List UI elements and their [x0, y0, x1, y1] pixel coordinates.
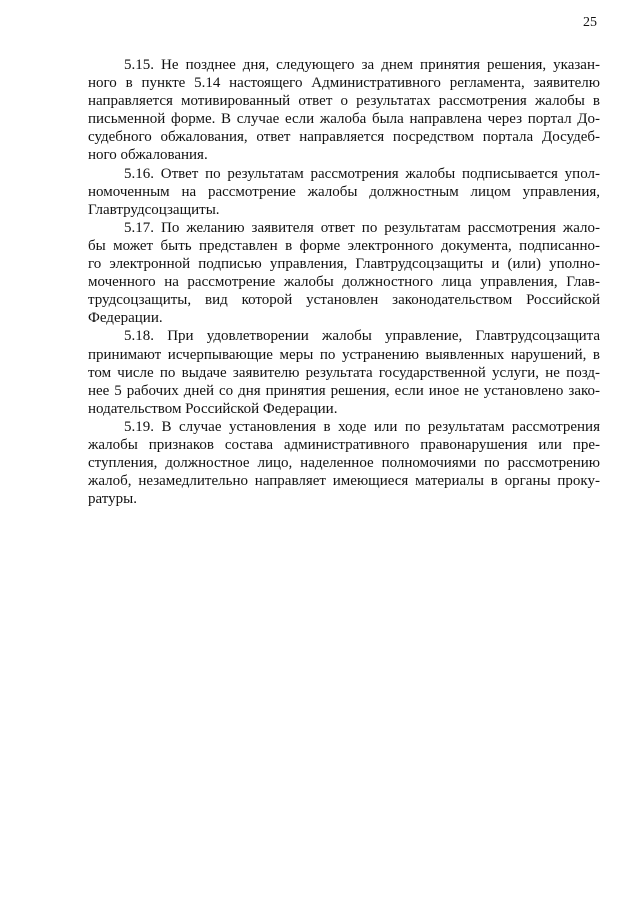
- text-line: письменной форме. В случае если жалоба была направлена через портал До-: [88, 111, 600, 128]
- text-line: ного в пункте 5.14 настоящего Административного регламента, заявителю: [88, 75, 600, 92]
- text-line: 5.15. Не позднее дня, следующего за днем принятия решения, указан-: [124, 57, 600, 73]
- text-line: нее 5 рабочих дней со дня принятия решения, если иное не установлено зако-: [88, 382, 600, 399]
- text-line: Федерации.: [88, 310, 163, 327]
- text-line: моченного на рассмотрение жалобы должностного лица управления, Глав-: [88, 274, 600, 291]
- paragraph-5-17: [88, 219, 600, 328]
- text-line: ступления, должностное лицо, наделенное полномочиями по рассмотрению: [88, 455, 600, 472]
- document-body: [88, 56, 600, 508]
- text-line: ного обжалования.: [88, 147, 208, 164]
- text-line: ратуры.: [88, 491, 137, 508]
- text-line: 5.18. При удовлетворении жалобы управление, Главтрудсоцзащита: [124, 328, 600, 345]
- text-line: 5.17. По желанию заявителя ответ по результатам рассмотрения жало-: [124, 219, 600, 236]
- paragraph-5-19: [88, 418, 600, 508]
- text-line: судебного обжалования, ответ направляется посредством портала Досудеб-: [88, 129, 600, 146]
- text-line: трудсоцзащиты, вид которой установлен законодательством Российской: [88, 292, 600, 309]
- paragraph-5-15: [88, 56, 600, 165]
- text-line: нодательством Российской Федерации.: [88, 400, 338, 417]
- text-line: номоченным на рассмотрение жалобы должностным лицом управления,: [88, 183, 600, 200]
- text-line: го электронной подписью управления, Главтрудсоцзащиты и (или) уполно-: [88, 256, 600, 273]
- text-line: Главтрудсоцзащиты.: [88, 201, 220, 218]
- paragraph-5-16: [88, 165, 600, 219]
- text-line: жалоб, незамедлительно направляет имеющиеся материалы в органы проку-: [88, 473, 600, 490]
- text-line: том числе по выдаче заявителю результата государственной услуги, не позд-: [88, 364, 600, 381]
- text-line: принимают исчерпывающие меры по устранению выявленных нарушений, в: [88, 346, 600, 363]
- text-line: жалобы признаков состава административного правонарушения или пре-: [88, 436, 600, 453]
- text-line: бы может быть представлен в форме электронного документа, подписанно-: [88, 237, 600, 254]
- page-number: 25: [583, 15, 597, 30]
- text-line: 5.19. В случае установления в ходе или по результатам рассмотрения: [124, 418, 600, 435]
- text-line: направляется мотивированный ответ о результатах рассмотрения жалобы в: [88, 93, 600, 110]
- paragraph-5-18: [88, 327, 600, 417]
- text-line: 5.16. Ответ по результатам рассмотрения жалобы подписывается упол-: [124, 165, 600, 182]
